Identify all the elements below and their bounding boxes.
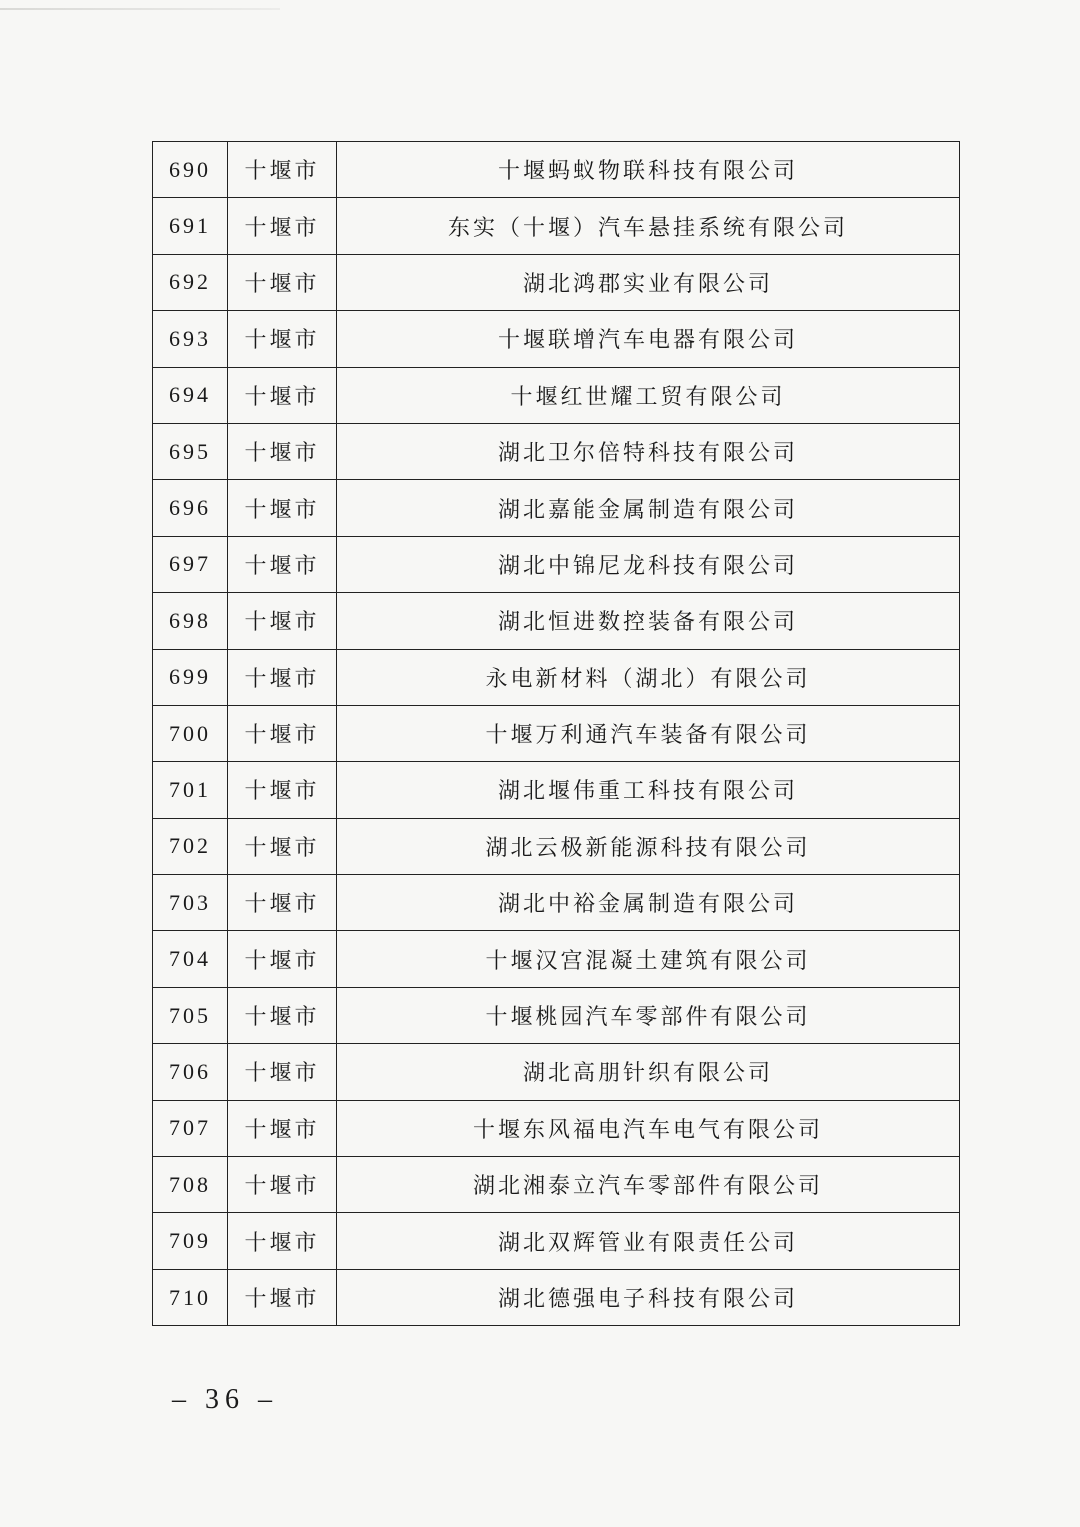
row-company-name-cell: 永电新材料（湖北）有限公司 [337,649,960,705]
row-number-cell: 700 [153,705,228,761]
row-number-cell: 695 [153,423,228,479]
row-number-cell: 703 [153,875,228,931]
row-number-cell: 707 [153,1100,228,1156]
row-number-cell: 699 [153,649,228,705]
table-row [153,367,960,423]
row-company-name-cell: 湖北德强电子科技有限公司 [337,1269,960,1325]
row-city-cell: 十堰市 [228,1044,337,1100]
company-list-table [152,141,960,1326]
row-company-name-cell: 湖北高朋针织有限公司 [337,1044,960,1100]
row-company-name-cell: 十堰万利通汽车装备有限公司 [337,705,960,761]
table-row [153,1157,960,1213]
table-row [153,593,960,649]
row-company-name-cell: 十堰联增汽车电器有限公司 [337,311,960,367]
row-city-cell: 十堰市 [228,423,337,479]
row-city-cell: 十堰市 [228,142,337,198]
company-list-body [153,142,960,1326]
table-row [153,1213,960,1269]
table-row [153,875,960,931]
row-company-name-cell: 湖北云极新能源科技有限公司 [337,818,960,874]
row-city-cell: 十堰市 [228,1157,337,1213]
row-city-cell: 十堰市 [228,931,337,987]
row-number-cell: 696 [153,480,228,536]
row-city-cell: 十堰市 [228,1269,337,1325]
table-row [153,198,960,254]
row-city-cell: 十堰市 [228,875,337,931]
row-number-cell: 706 [153,1044,228,1100]
row-city-cell: 十堰市 [228,762,337,818]
row-company-name-cell: 十堰桃园汽车零部件有限公司 [337,987,960,1043]
table-row [153,536,960,592]
row-city-cell: 十堰市 [228,198,337,254]
table-row [153,987,960,1043]
row-city-cell: 十堰市 [228,649,337,705]
row-company-name-cell: 湖北双辉管业有限责任公司 [337,1213,960,1269]
row-city-cell: 十堰市 [228,593,337,649]
table-row [153,1100,960,1156]
table-row [153,254,960,310]
row-city-cell: 十堰市 [228,1100,337,1156]
row-company-name-cell: 湖北湘泰立汽车零部件有限公司 [337,1157,960,1213]
row-number-cell: 705 [153,987,228,1043]
table-row [153,423,960,479]
row-company-name-cell: 十堰东风福电汽车电气有限公司 [337,1100,960,1156]
table-row [153,705,960,761]
row-number-cell: 710 [153,1269,228,1325]
table-row [153,931,960,987]
row-number-cell: 709 [153,1213,228,1269]
row-company-name-cell: 湖北中裕金属制造有限公司 [337,875,960,931]
row-number-cell: 694 [153,367,228,423]
table-row [153,1269,960,1325]
row-city-cell: 十堰市 [228,1213,337,1269]
row-number-cell: 692 [153,254,228,310]
row-company-name-cell: 湖北卫尔倍特科技有限公司 [337,423,960,479]
row-number-cell: 693 [153,311,228,367]
row-number-cell: 690 [153,142,228,198]
row-number-cell: 702 [153,818,228,874]
row-city-cell: 十堰市 [228,536,337,592]
row-number-cell: 698 [153,593,228,649]
row-city-cell: 十堰市 [228,480,337,536]
row-company-name-cell: 十堰红世耀工贸有限公司 [337,367,960,423]
table-row [153,649,960,705]
row-number-cell: 704 [153,931,228,987]
page-number: – 36 – [172,1384,278,1415]
table-row [153,1044,960,1100]
row-company-name-cell: 东实（十堰）汽车悬挂系统有限公司 [337,198,960,254]
row-company-name-cell: 湖北恒进数控装备有限公司 [337,593,960,649]
table-row [153,762,960,818]
row-company-name-cell: 湖北中锦尼龙科技有限公司 [337,536,960,592]
row-city-cell: 十堰市 [228,705,337,761]
row-company-name-cell: 十堰汉宫混凝土建筑有限公司 [337,931,960,987]
row-number-cell: 691 [153,198,228,254]
table-row [153,480,960,536]
row-company-name-cell: 湖北鸿郡实业有限公司 [337,254,960,310]
row-city-cell: 十堰市 [228,254,337,310]
table-row [153,311,960,367]
row-city-cell: 十堰市 [228,987,337,1043]
table-row [153,818,960,874]
row-city-cell: 十堰市 [228,311,337,367]
row-number-cell: 708 [153,1157,228,1213]
row-company-name-cell: 湖北堰伟重工科技有限公司 [337,762,960,818]
table-row [153,142,960,198]
row-city-cell: 十堰市 [228,818,337,874]
row-company-name-cell: 十堰蚂蚁物联科技有限公司 [337,142,960,198]
row-number-cell: 697 [153,536,228,592]
row-city-cell: 十堰市 [228,367,337,423]
row-number-cell: 701 [153,762,228,818]
row-company-name-cell: 湖北嘉能金属制造有限公司 [337,480,960,536]
scan-edge-line [0,8,280,10]
